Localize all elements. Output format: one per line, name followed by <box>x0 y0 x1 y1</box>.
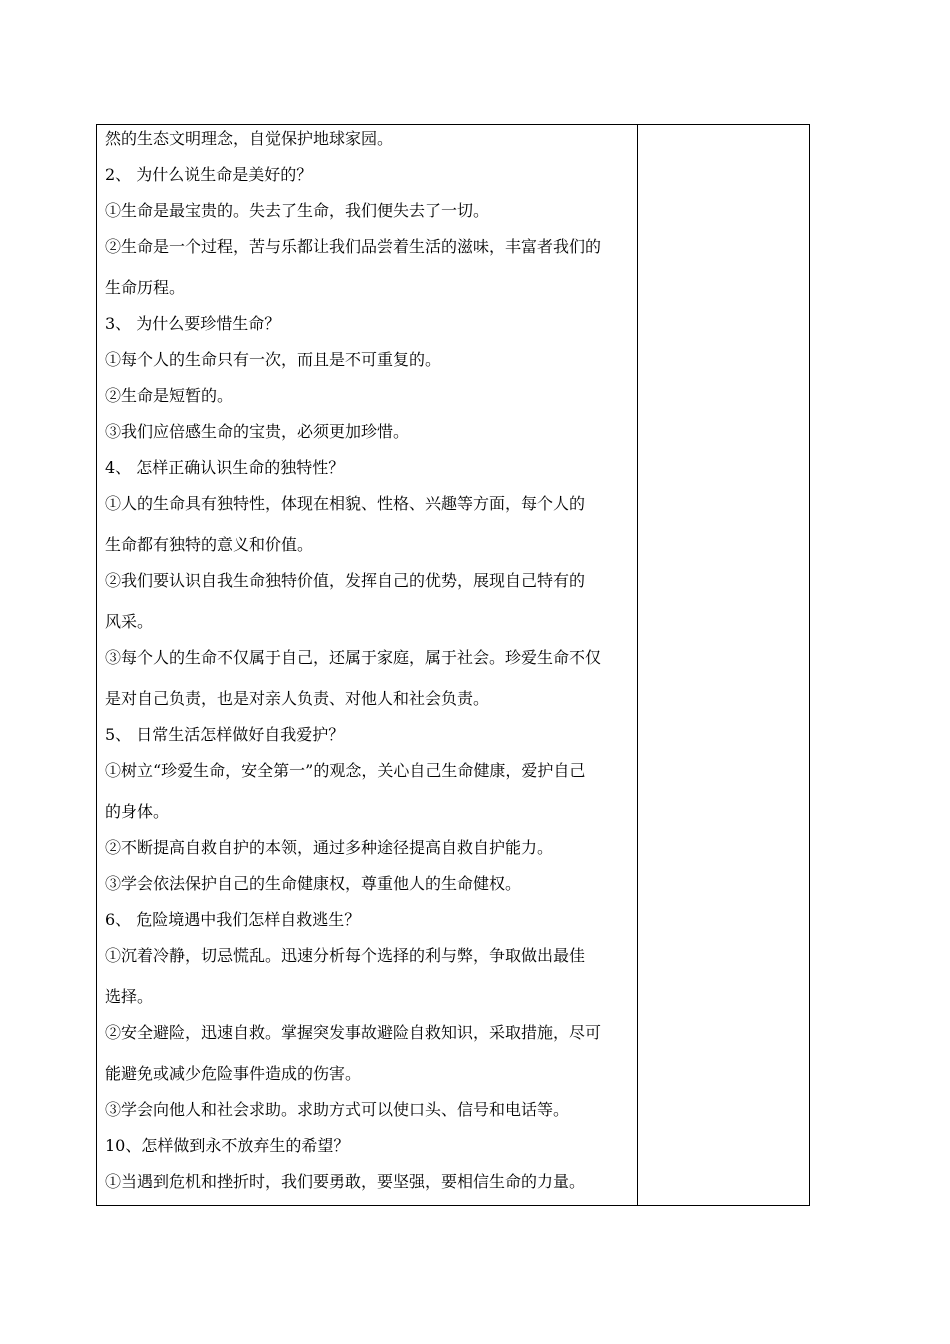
text-line: ①人的生命具有独特性，体现在相貌、性格、兴趣等方面，每个人的 <box>105 494 586 513</box>
text-line: ③我们应倍感生命的宝贵，必须更加珍惜。 <box>105 422 410 441</box>
text-line: 的身体。 <box>105 802 170 821</box>
question-heading: 4、 怎样正确认识生命的独特性？ <box>105 458 345 477</box>
text-line: ②生命是短暂的。 <box>105 386 234 405</box>
text-line: 然的生态文明理念，自觉保护地球家园。 <box>105 129 394 148</box>
text-line: ③每个人的生命不仅属于自己，还属于家庭，属于社会。珍爱生命不仅 <box>105 648 602 667</box>
text-line: 风采。 <box>105 612 154 631</box>
notes-cell <box>638 125 809 1205</box>
text-line: 生命都有独特的意义和价值。 <box>105 535 314 554</box>
text-line: 能避免或减少危险事件造成的伤害。 <box>105 1064 362 1083</box>
text-line: ①每个人的生命只有一次，而且是不可重复的。 <box>105 350 442 369</box>
text-line: ①生命是最宝贵的。失去了生命，我们便失去了一切。 <box>105 201 490 220</box>
question-heading: 2、 为什么说生命是美好的？ <box>105 165 313 184</box>
question-heading: 6、 危险境遇中我们怎样自救逃生？ <box>105 910 361 929</box>
text-line: ②生命是一个过程，苦与乐都让我们品尝着生活的滋味，丰富者我们的 <box>105 237 602 256</box>
text-line: ②安全避险，迅速自救。掌握突发事故避险自救知识，采取措施，尽可 <box>105 1023 602 1042</box>
question-heading: 10、怎样做到永不放弃生的希望？ <box>105 1136 350 1155</box>
text-line: 是对自己负责，也是对亲人负责、对他人和社会负责。 <box>105 689 490 708</box>
text-line: ②我们要认识自我生命独特价值，发挥自己的优势，展现自己特有的 <box>105 571 586 590</box>
content-table <box>96 124 810 1206</box>
text-line: ①当遇到危机和挫折时，我们要勇敢，要坚强，要相信生命的力量。 <box>105 1172 586 1191</box>
content-cell <box>97 125 637 1205</box>
text-line: ②不断提高自救自护的本领，通过多种途径提高自救自护能力。 <box>105 838 554 857</box>
text-line: ③学会向他人和社会求助。求助方式可以使口头、信号和电话等。 <box>105 1100 570 1119</box>
question-heading: 5、 日常生活怎样做好自我爱护？ <box>105 725 345 744</box>
text-line: 选择。 <box>105 987 154 1006</box>
text-line: 生命历程。 <box>105 278 186 297</box>
text-line: ③学会依法保护自己的生命健康权，尊重他人的生命健权。 <box>105 874 522 893</box>
text-line: ①树立“珍爱生命，安全第一”的观念，关心自己生命健康，爱护自己 <box>105 761 586 780</box>
question-heading: 3、 为什么要珍惜生命？ <box>105 314 281 333</box>
text-line: ①沉着冷静，切忌慌乱。迅速分析每个选择的利与弊，争取做出最佳 <box>105 946 586 965</box>
